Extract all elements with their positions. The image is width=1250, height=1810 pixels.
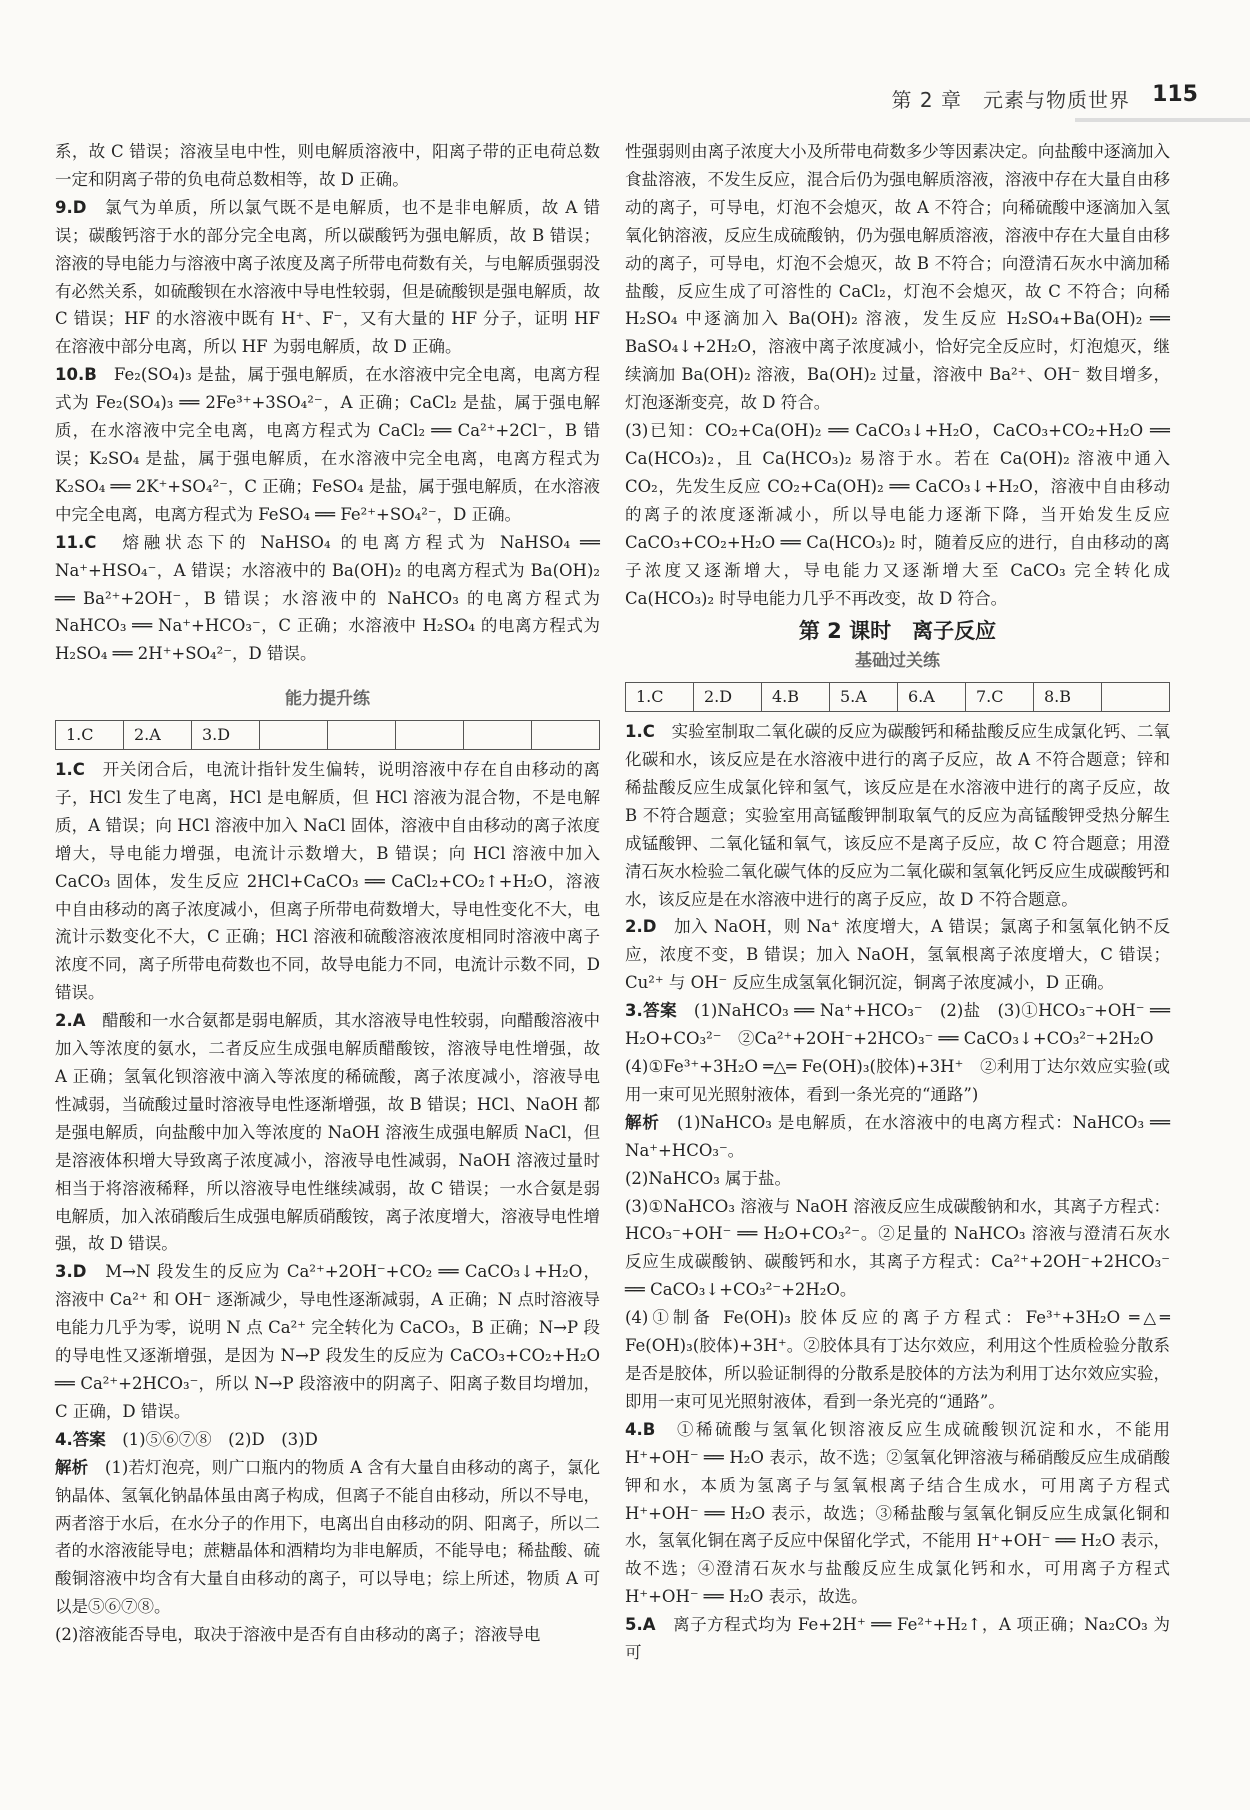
analysis-label: 解析 — [55, 1457, 89, 1477]
analysis-label: 解析 — [625, 1112, 660, 1132]
question-number: 1.C — [625, 722, 655, 742]
answer-text: Fe₂(SO₄)₃ 是盐，属于强电解质，在水溶液中完全电离，电离方程式为 Fe₂(SO₄)₃ ══ 2Fe³⁺+3SO₄²⁻，A 正确；CaCl₂ 是盐，属于强电解质，在水溶液中完全电离，电离方程式为 CaCl₂ ══ Ca²⁺+2Cl⁻，B 错误；K₂SO₄ 是盐，属于强电解质，在水溶液中完全电离，电离方程式为 K₂SO₄ ══ 2K⁺+SO₄²⁻，C 正确；FeSO₄ 是盐，属于强电解质，在水溶液中完全电离，电离方程式为 FeSO₄ ══ Fe²⁺+SO₄²⁻，D 正确。 — [55, 365, 601, 524]
analysis — [55, 1454, 600, 1621]
answer-cell: 3.D — [192, 721, 260, 750]
answer-cell: 5.A — [830, 683, 898, 712]
analysis-part: (4)①制备 Fe(OH)₃ 胶体反应的离子方程式：Fe³⁺+3H₂O ═△═ Fe(OH)₃(胶体)+3H⁺。②胶体具有丁达尔效应，利用这个性质检验分散系是否是胶体，所以验证制得的分散系是胶体的方法为利用丁达尔效应实验，即用一束可见光照射液体，看到一条光亮的“通路”。 — [625, 1308, 1170, 1411]
question-number: 1.C — [55, 760, 85, 780]
answer-text: 开关闭合后，电流计指针发生偏转，说明溶液中存在自由移动的离子，HCl 发生了电离，HCl 是电解质，但 HCl 溶液为混合物，不是电解质，A 错误；向 HCl 溶液中加入 NaCl 固体，溶液中自由移动的离子浓度增大，导电能力增强，电流计示数增大，B 错误；向 HCl 溶液中加入 CaCO₃ 固体，发生反应 2HCl+CaCO₃ ══ CaCl₂+CO₂↑+H₂O，溶液中自由移动的离子浓度减小，但离子所带电荷数增大，导电性变化不大，电流计示数变化不大，C 正确；HCl 溶液和硫酸溶液浓度相同时溶液中离子浓度不同，离子所带电荷数也不同，故导电能力不同，电流计示数不同，D 错误。 — [55, 760, 601, 1003]
answer-text: M→N 段发生的反应为 Ca²⁺+2OH⁻+CO₂ ══ CaCO₃↓+H₂O，溶液中 Ca²⁺ 和 OH⁻ 逐渐减少，导电性逐渐减弱，A 正确；N 点时溶液导电能力几乎为零，说明 N 点 Ca²⁺ 完全转化为 CaCO₃，B 正确；N→P 段的导电性又逐渐增强，是因为 N→P 段发生的反应为 CaCO₃+CO₂+H₂O ══ Ca²⁺+2HCO₃⁻，所以 N→P 段溶液中的阴离子、阳离子数目均增加，C 正确，D 错误。 — [55, 1262, 600, 1421]
basic-answer-4 — [625, 1416, 1170, 1611]
ability-answer-1 — [55, 756, 600, 1007]
ability-answer-3 — [55, 1258, 600, 1425]
answer-9 — [55, 194, 600, 361]
question-number: 4.B — [625, 1419, 656, 1439]
chapter-title: 第 2 章 元素与物质世界 — [891, 88, 1130, 112]
answer-text: 离子方程式均为 Fe+2H⁺ ══ Fe²⁺+H₂↑，A 项正确；Na₂CO₃ 为可 — [625, 1615, 1170, 1663]
answer-text: 加入 NaOH，则 Na⁺ 浓度增大，A 错误；氯离子和氢氧化钠不反应，浓度不变，B 错误；加入 NaOH，氢氧根离子浓度增大，C 错误；Cu²⁺ 与 OH⁻ 反应生成氢氧化铜沉淀，铜离子浓度减小，D 正确。 — [625, 917, 1170, 993]
answer-text: 氯气为单质，所以氯气既不是电解质，也不是非电解质，故 A 错误；碳酸钙溶于水的部分完全电离，所以碳酸钙为强电解质，故 B 错误；溶液的导电能力与溶液中离子浓度及离子所带电荷数有关，与电解质强弱没有必然关系，如硫酸钡在水溶液中导电性较弱，但是硫酸钡是强电解质，故 C 错误；HF 的水溶液中既有 H⁺、F⁻，又有大量的 HF 分子，证明 HF 在溶液中部分电离，所以 HF 为弱电解质，故 D 正确。 — [55, 197, 601, 357]
analysis-text: (1)NaHCO₃ 是电解质，在水溶液中的电离方程式：NaHCO₃ ══ Na⁺+HCO₃⁻。 — [625, 1112, 1171, 1160]
basic-answer-5 — [625, 1611, 1170, 1667]
question-number: 2.A — [55, 1011, 86, 1031]
question-number: 11.C — [55, 532, 97, 552]
answer-cell — [328, 721, 396, 750]
answer-cell: 7.C — [966, 683, 1034, 712]
answer-10 — [55, 361, 600, 528]
answer-cell — [396, 721, 464, 750]
answer-table — [55, 720, 600, 750]
analysis-text: (1)若灯泡亮，则广口瓶内的物质 A 含有大量自由移动的离子，氯化钠晶体、氢氧化钠晶体虽由离子构成，但离子不能自由移动，所以不导电，两者溶于水后，在水分子的作用下，电离出自由移动的阴、阳离子，所以二者的水溶液能导电；蔗糖晶体和酒精均为非电解质，不能导电；稀盐酸、硫酸铜溶液中均含有大量自由移动的离子，可以导电；综上所述，物质 A 可以是⑤⑥⑦⑧。 — [55, 1457, 601, 1617]
answer-text: (1)NaHCO₃ ══ Na⁺+HCO₃⁻ (2)盐 (3)①HCO₃⁻+OH⁻ ══ H₂O+CO₃²⁻ ②Ca²⁺+2OH⁻+2HCO₃⁻ ══ CaCO₃↓+CO₃²⁻+2H₂O — [625, 1001, 1171, 1049]
answer-cell — [532, 721, 600, 750]
answer-text: ①稀硫酸与氢氧化钡溶液反应生成硫酸钡沉淀和水，不能用 H⁺+OH⁻ ══ H₂O 表示，故不选；②氢氧化钾溶液与稀硝酸反应生成硝酸钾和水，本质为氢离子与氢氧根离子结合生成水，可用离子方程式 H⁺+OH⁻ ══ H₂O 表示，故选；③稀盐酸与氢氧化铜反应生成氯化铜和水，氢氧化铜在离子反应中保留化学式，不能用 H⁺+OH⁻ ══ H₂O 表示，故不选；④澄清石灰水与盐酸反应生成氯化钙和水，可用离子方程式 H⁺+OH⁻ ══ H₂O 表示，故选。 — [625, 1419, 1171, 1607]
paragraph: 系，故 C 错误；溶液呈电中性，则电解质溶液中，阳离子带的正电荷总数一定和阴离子带的负电荷总数相等，故 D 正确。 — [55, 142, 600, 189]
answer-part: (4)①Fe³⁺+3H₂O ═△═ Fe(OH)₃(胶体)+3H⁺ ②利用丁达尔效应实验(或用一束可见光照射液体，看到一条光亮的“通路”) — [625, 1057, 1170, 1104]
answer-11 — [55, 529, 600, 669]
answer-cell — [260, 721, 328, 750]
answer-table — [625, 682, 1170, 712]
answer-cell: 8.B — [1034, 683, 1102, 712]
answer-cell: 1.C — [56, 721, 124, 750]
question-number: 10.B — [55, 365, 97, 385]
basic-answer-1 — [625, 718, 1170, 913]
answer-cell — [1102, 683, 1170, 712]
question-number: 2.D — [625, 917, 657, 937]
question-number: 4.答案 — [55, 1429, 106, 1449]
answer-cell: 2.A — [124, 721, 192, 750]
right-column — [625, 138, 1170, 1667]
section-title: 基础过关练 — [855, 651, 940, 672]
lesson-title: 第 2 课时 离子反应 — [798, 619, 997, 644]
analysis-part: (3)①NaHCO₃ 溶液与 NaOH 溶液反应生成碳酸钠和水，其离子方程式：HCO₃⁻+OH⁻ ══ H₂O+CO₃²⁻。②足量的 NaHCO₃ 溶液与澄清石灰水反应生成碳酸钠、碳酸钙和水，其离子方程式：Ca²⁺+2OH⁻+2HCO₃⁻ ══ CaCO₃↓+CO₃²⁻+2H₂O。 — [625, 1196, 1170, 1300]
section-title: 能力提升练 — [285, 689, 370, 710]
question-number: 3.答案 — [625, 1001, 677, 1021]
answer-text: 醋酸和一水合氨都是弱电解质，其水溶液导电性较弱，向醋酸溶液中加入等浓度的氨水，二者反应生成强电解质醋酸铵，溶液导电性增强，故 A 正确；氢氧化钡溶液中滴入等浓度的稀硫酸，离子浓度减小，溶液导电性减弱，当硫酸过量时溶液导电性逐渐增强，故 B 错误；HCl、NaOH 都是强电解质，向盐酸中加入等浓度的 NaOH 溶液生成强电解质 NaCl，但是溶液体积增大导致离子浓度减小，溶液导电性减弱，NaOH 溶液过量时相当于将溶液稀释，所以溶液导电性继续减弱，故 C 错误；一水合氨是弱电解质，加入浓硝酸后生成强电解质硝酸铵，离子浓度增大，溶液导电性增强，故 D 错误。 — [55, 1011, 601, 1254]
answer-cell: 1.C — [626, 683, 694, 712]
answer-cell — [464, 721, 532, 750]
question-number: 3.D — [55, 1262, 87, 1282]
answer-cell: 4.B — [762, 683, 830, 712]
answer-text: (1)⑤⑥⑦⑧ (2)D (3)D — [122, 1429, 318, 1449]
ability-answer-4 — [55, 1426, 600, 1454]
ability-answer-2 — [55, 1007, 600, 1258]
paragraph: 性强弱则由离子浓度大小及所带电荷数多少等因素决定。向盐酸中逐滴加入食盐溶液，不发生反应，混合后仍为强电解质溶液，溶液中存在大量自由移动的离子，可导电，灯泡不会熄灭，故 A 不符合；向稀硫酸中逐滴加入氢氧化钠溶液，反应生成硫酸钠，仍为强电解质溶液，溶液中存在大量自由移动的离子，可导电，灯泡不会熄灭，故 B 不符合；向澄清石灰水中滴加稀盐酸，反应生成了可溶性的 CaCl₂，灯泡不会熄灭，故 C 不符合；向稀 H₂SO₄ 中逐滴加入 Ba(OH)₂ 溶液，发生反应 H₂SO₄+Ba(OH)₂ ══ BaSO₄↓+2H₂O，溶液中离子浓度减小，恰好完全反应时，灯泡熄灭，继续滴加 Ba(OH)₂ 溶液，Ba(OH)₂ 过量，溶液中 Ba²⁺、OH⁻ 数目增多，灯泡逐渐变亮，故 D 符合。 — [625, 142, 1170, 413]
analysis-part: (2)溶液能否导电，取决于溶液中是否有自由移动的离子；溶液导电 — [55, 1625, 541, 1645]
basic-answer-2 — [625, 913, 1170, 997]
page-header — [0, 0, 1250, 125]
paragraph: (3)已知：CO₂+Ca(OH)₂ ══ CaCO₃↓+H₂O，CaCO₃+CO₂+H₂O ══ Ca(HCO₃)₂，且 Ca(HCO₃)₂ 易溶于水。若在 Ca(OH)₂ 溶液中通入 CO₂，先发生反应 CO₂+Ca(OH)₂ ══ CaCO₃↓+H₂O，溶液中自由移动的离子的浓度逐渐减小，所以导电能力逐渐下降，当开始发生反应 CaCO₃+CO₂+H₂O ══ Ca(HCO₃)₂ 时，随着反应的进行，自由移动的离子浓度又逐渐增大，导电能力又逐渐增大至 CaCO₃ 完全转化成 Ca(HCO₃)₂ 时导电能力几乎不再改变，故 D 符合。 — [625, 421, 1170, 608]
header-bar — [1075, 118, 1250, 122]
answer-cell: 6.A — [898, 683, 966, 712]
question-number: 5.A — [625, 1615, 656, 1635]
page-number: 115 — [1152, 82, 1198, 107]
question-number: 9.D — [55, 197, 87, 217]
answer-text: 熔融状态下的 NaHSO₄ 的电离方程式为 NaHSO₄ ══ Na⁺+HSO₄⁻，A 错误；水溶液中的 Ba(OH)₂ 的电离方程式为 Ba(OH)₂ ══ Ba²⁺+2OH⁻，B 错误；水溶液中的 NaHCO₃ 的电离方程式为 NaHCO₃ ══ Na⁺+HCO₃⁻，C 正确；水溶液中 H₂SO₄ 的电离方程式为 H₂SO₄ ══ 2H⁺+SO₄²⁻，D 错误。 — [55, 532, 600, 664]
basic-answer-3 — [625, 997, 1170, 1053]
answer-text: 实验室制取二氧化碳的反应为碳酸钙和稀盐酸反应生成氯化钙、二氧化碳和水，该反应是在水溶液中进行的离子反应，故 A 不符合题意；锌和稀盐酸反应生成氯化锌和氢气，该反应是在水溶液中进行的离子反应，故 B 不符合题意；实验室用高锰酸钾制取氧气的反应为高锰酸钾受热分解生成锰酸钾、二氧化锰和氧气，该反应不是离子反应，故 C 符合题意；用澄清石灰水检验二氧化碳气体的反应为二氧化碳和氢氧化钙反应生成碳酸钙和水，该反应是在水溶液中进行的离子反应，故 D 不符合题意。 — [625, 722, 1171, 909]
left-column — [55, 138, 600, 1649]
analysis — [625, 1109, 1170, 1165]
analysis-part: (2)NaHCO₃ 属于盐。 — [625, 1168, 792, 1188]
answer-cell: 2.D — [694, 683, 762, 712]
